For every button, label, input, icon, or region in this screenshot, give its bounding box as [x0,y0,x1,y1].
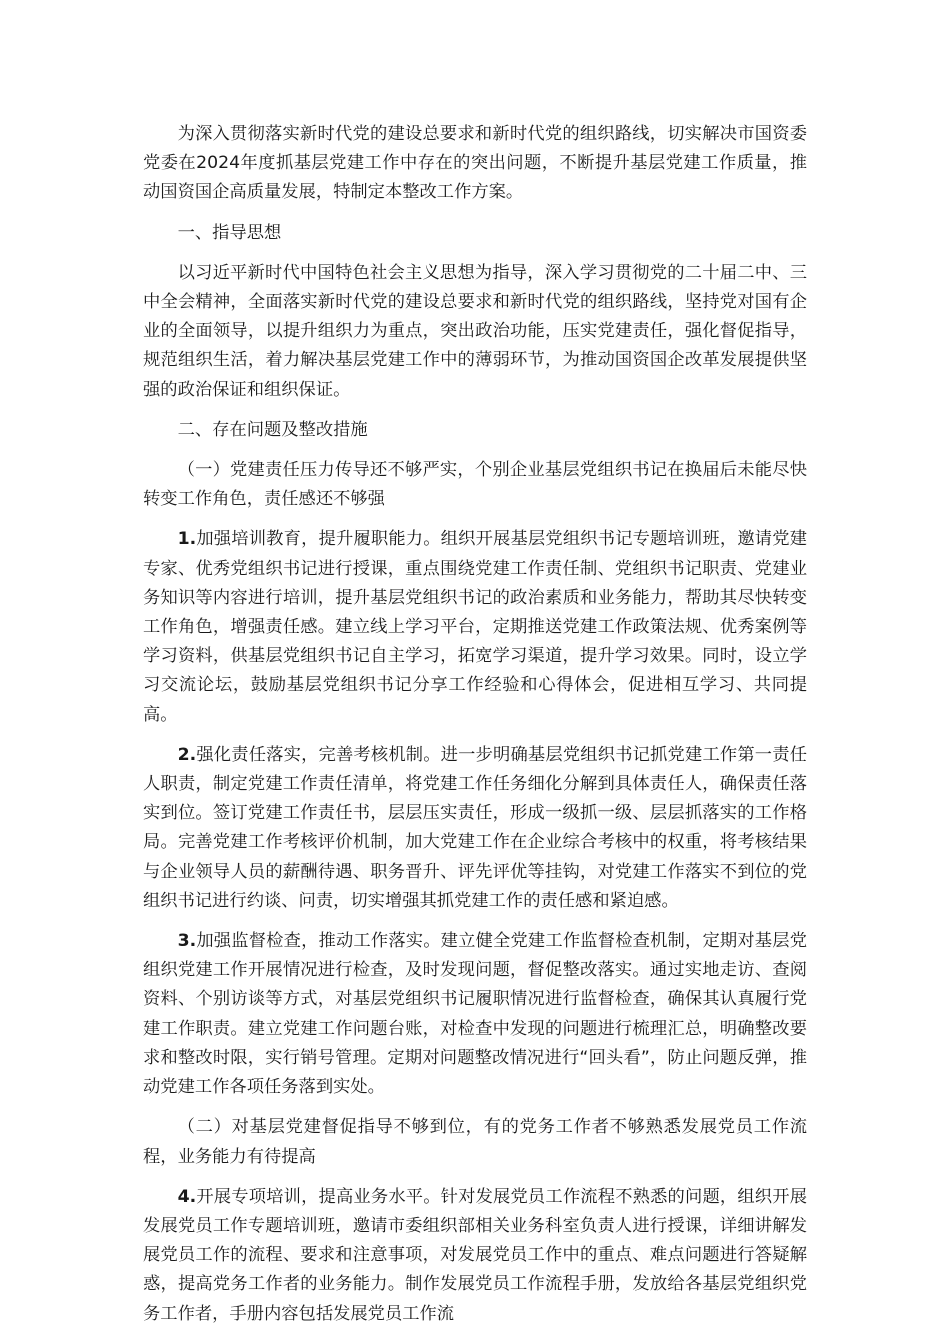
measure-four-number: 4. [177,1186,197,1207]
measure-three-text: 加强监督检查，推动工作落实。建立健全党建工作监督检查机制，定期对基层党组织党建工作开展情况进行检查，及时发现问题，督促整改落实。通过实地走访、查阅资料、个别访谈等方式，对基层党组织书记履职情况进行监督检查，确保其认真履行党建工作职责。建立党建工作问题台账，对检查中发现的问题进行梳理汇总，明确整改要求和整改时限，实行销号管理。定期对问题整改情况进行“回头看”，防止问题反弹，推动党建工作各项任务落到实处。 [143,931,807,1098]
document-body [143,120,807,1329]
measure-two-text: 强化责任落实，完善考核机制。进一步明确基层党组织书记抓党建工作第一责任人职责，制定党建工作责任清单，将党建工作任务细化分解到具体责任人，确保责任落实到位。签订党建工作责任书，层层压实责任，形成一级抓一级、层层抓落实的工作格局。完善党建工作考核评价机制，加大党建工作在企业综合考核中的权重，将考核结果与企业领导人员的薪酬待遇、职务晋升、评先评优等挂钩，对党建工作落实不到位的党组织书记进行约谈、问责，切实增强其抓党建工作的责任感和紧迫感。 [143,744,807,911]
intro-paragraph: 为深入贯彻落实新时代党的建设总要求和新时代党的组织路线，切实解决市国资委党委在2024年度抓基层党建工作中存在的突出问题，不断提升基层党建工作质量，推动国资国企高质量发展，特制定本整改工作方案。 [143,124,807,203]
guiding-paragraph: 以习近平新时代中国特色社会主义思想为指导，深入学习贯彻党的二十届二中、三中全会精神，全面落实新时代党的建设总要求和新时代党的组织路线，坚持党对国有企业的全面领导，以提升组织力为重点，突出政治功能，压实党建责任，强化督促指导，规范组织生活，着力解决基层党建工作中的薄弱环节，为推动国资国企改革发展提供坚强的政治保证和组织保证。 [143,262,807,400]
measure-two-paragraph [143,741,807,916]
problem-two-paragraph: （二）对基层党建督促指导不够到位，有的党务工作者不够熟悉发展党员工作流程，业务能力有待提高 [143,1117,807,1167]
measure-one-paragraph [143,525,807,729]
section-heading-problems: 二、存在问题及整改措施 [177,419,368,440]
measure-three-paragraph [143,927,807,1102]
measure-four-text: 开展专项培训，提高业务水平。针对发展党员工作流程不熟悉的问题，组织开展发展党员工作专题培训班，邀请市委组织部相关业务科室负责人进行授课，详细讲解发展党员工作的流程、要求和注意事项，对发展党员工作中的重点、难点问题进行答疑解惑，提高党务工作者的业务能力。制作发展党员工作流程手册，发放给各基层党组织党务工作者，手册内容包括发展党员工作流 [143,1186,807,1324]
section-heading-guiding: 一、指导思想 [177,222,282,243]
measure-two-number: 2. [177,744,197,765]
measure-four-paragraph [143,1183,807,1329]
measure-one-text: 加强培训教育，提升履职能力。组织开展基层党组织书记专题培训班，邀请党建专家、优秀党组织书记进行授课，重点围绕党建工作责任制、党组织书记职责、党建业务知识等内容进行培训，提升基层党组织书记的政治素质和业务能力，帮助其尽快转变工作角色，增强责任感。建立线上学习平台，定期推送党建工作政策法规、优秀案例等学习资料，供基层党组织书记自主学习，拓宽学习渠道，提升学习效果。同时，设立学习交流论坛，鼓励基层党组织书记分享工作经验和心得体会，促进相互学习、共同提高。 [143,529,807,725]
measure-three-number: 3. [177,931,197,952]
problem-one-paragraph: （一）党建责任压力传导还不够严实，个别企业基层党组织书记在换届后未能尽快转变工作角色，责任感还不够强 [143,460,807,510]
measure-one-number: 1. [177,529,197,550]
